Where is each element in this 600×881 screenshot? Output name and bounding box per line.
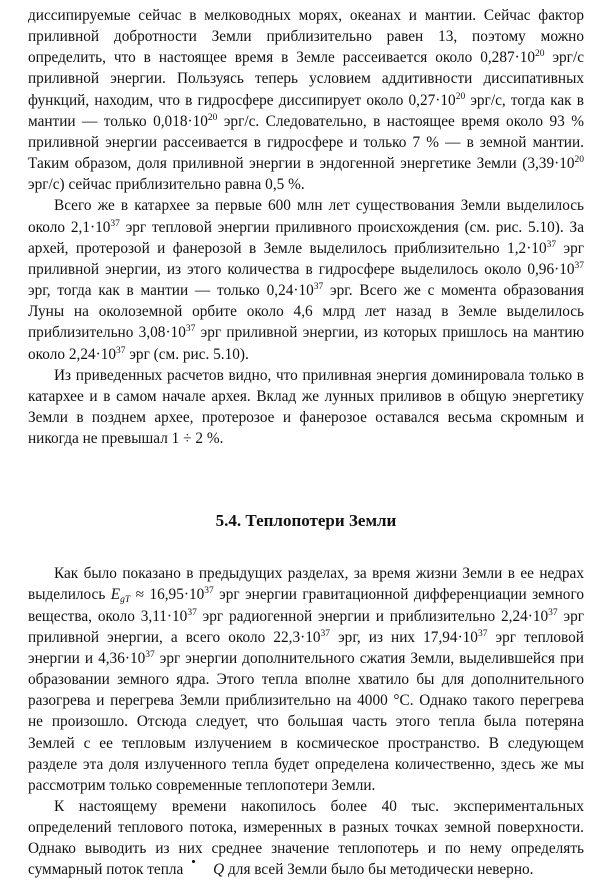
exponent: 37 — [145, 649, 155, 660]
text-run: эрг/с. Следовательно, в настоящее время около 93 % приливной энергии рассеивается в гидросфере и только 7 % — в земной мантии. Таким образом, доля приливной энергии в эндогенной энергетике Земли (3,39·10 — [28, 112, 585, 173]
text-run: эрг энергии гравитационной дифференциации земного вещества, около 3,11·10 — [28, 586, 584, 625]
text-run: эрг приливной энергии, а всего около 22,3·10 — [28, 607, 584, 646]
text-run: эрг. Всего же с момента образования Луны на околоземной орбите около 4,6 млрд лет назад в Земле выделилось приблизительно 3,08·10 — [28, 282, 584, 342]
text-run: эрг приливной энергии, из этого количества в гидросфере выделилось около 0,96·10 — [28, 239, 585, 278]
exponent: 37 — [548, 607, 558, 618]
symbol-subscript: gT — [120, 595, 131, 606]
text-run: Всего же в катархее за первые 600 млн лет существования Земли выделилось около 2,1·10 — [28, 197, 584, 236]
page-content — [28, 5, 584, 881]
paragraph-4 — [28, 563, 584, 796]
text-run: диссипируемые сейчас в мелководных морях, океанах и мантии. Сейчас фактор приливной добротности Земли приблизительно равен 13, поэтому можно определить, что в настоящее время в Земле рассеивается около 0,287·10 — [28, 7, 584, 67]
text-run: эрг радиогенной энергии и приблизительно 2,24·10 — [196, 607, 549, 625]
exponent: 37 — [187, 607, 197, 618]
heat-flux-symbol: Q — [187, 859, 224, 880]
exponent: 37 — [116, 345, 126, 356]
section-heading: 5.4. Теплопотери Земли — [215, 511, 397, 531]
exponent: 20 — [455, 91, 466, 102]
exponent: 20 — [535, 49, 545, 60]
energy-symbol — [110, 586, 131, 606]
text-run: ≈ 16,95·10 — [130, 586, 205, 604]
text-run: эрг, тогда как в мантии — только 0,24·10 — [28, 282, 314, 300]
exponent: 37 — [546, 239, 557, 250]
exponent: 20 — [574, 155, 584, 166]
exponent: 37 — [204, 586, 214, 597]
exponent: 37 — [477, 628, 488, 639]
text-run: эрг/с, тогда как в мантии — только 0,018·10 — [28, 91, 584, 130]
text-run: эрг тепловой энергии и 4,36·10 — [28, 628, 584, 667]
text-run: эрг тепловой энергии приливного происхождения (см. рис. 5.10). За архей, протерозой и фанерозой в Земле выделилось приблизительно 1,2·10 — [28, 218, 584, 257]
text-run: Как было показано в предыдущих разделах, за время жизни Земли в ее недрах выделилось — [28, 565, 584, 604]
paragraph-3: Из приведенных расчетов видно, что приливная энергия доминировала только в катархее и в самом начале архея. Вклад же лунных приливов в общую энергетику Земли в позднем архее, протерозое и фанерозое оставался весьма скромным и никогда не превышал 1 ÷ 2 %. — [28, 366, 584, 448]
text-run: эрг/с) сейчас приблизительно равна 0,5 %. — [28, 176, 305, 194]
text-run: эрг приливной энергии, из которых пришлось на мантию около 2,24·10 — [28, 324, 584, 363]
text-run: эрг/с приливной энергии. Пользуясь теперь условием аддитивности диссипативных функций, находим, что в гидросфере диссипирует около 0,27·10 — [28, 49, 584, 109]
exponent: 37 — [313, 282, 324, 293]
paragraph-1 — [28, 5, 584, 195]
text-run: эрг (см. рис. 5.10). — [125, 345, 249, 363]
exponent: 37 — [110, 218, 120, 229]
text-run: эрг, из них 17,94·10 — [330, 628, 478, 646]
paragraph-5 — [28, 796, 584, 881]
exponent: 37 — [185, 324, 196, 335]
exponent: 20 — [207, 112, 218, 123]
text-run: для всей Земли было бы методически неверно. — [224, 861, 534, 879]
exponent: 37 — [320, 628, 331, 639]
text-run: К настоящему времени накопилось более 40 тыс. экспериментальных определений теплового потока, измеренных в разных точках земной поверхности. Однако выводить из них среднее значение теплопотерь и по нему определять суммарный поток тепла — [28, 798, 584, 879]
paragraph-2 — [28, 195, 584, 364]
text-run: эрг энергии дополнительного сжатия Земли, выделившейся при образовании земного ядра. Этого тепла вполне хватило бы для дополнительного разогрева и перегрева Земли приблизительно на 4000 °C. Однако такого перегрева не произошло. Отсюда следует, что большая часть этого тепла была потеряна Землей с ее тепловым излучением в космическое пространство. В следующем разделе эта доля излученного тепла будет определена количественно, здесь же мы рассмотрим только современные теплопотери Земли. — [28, 649, 584, 794]
exponent: 37 — [574, 260, 584, 271]
symbol-e: E — [110, 586, 121, 604]
